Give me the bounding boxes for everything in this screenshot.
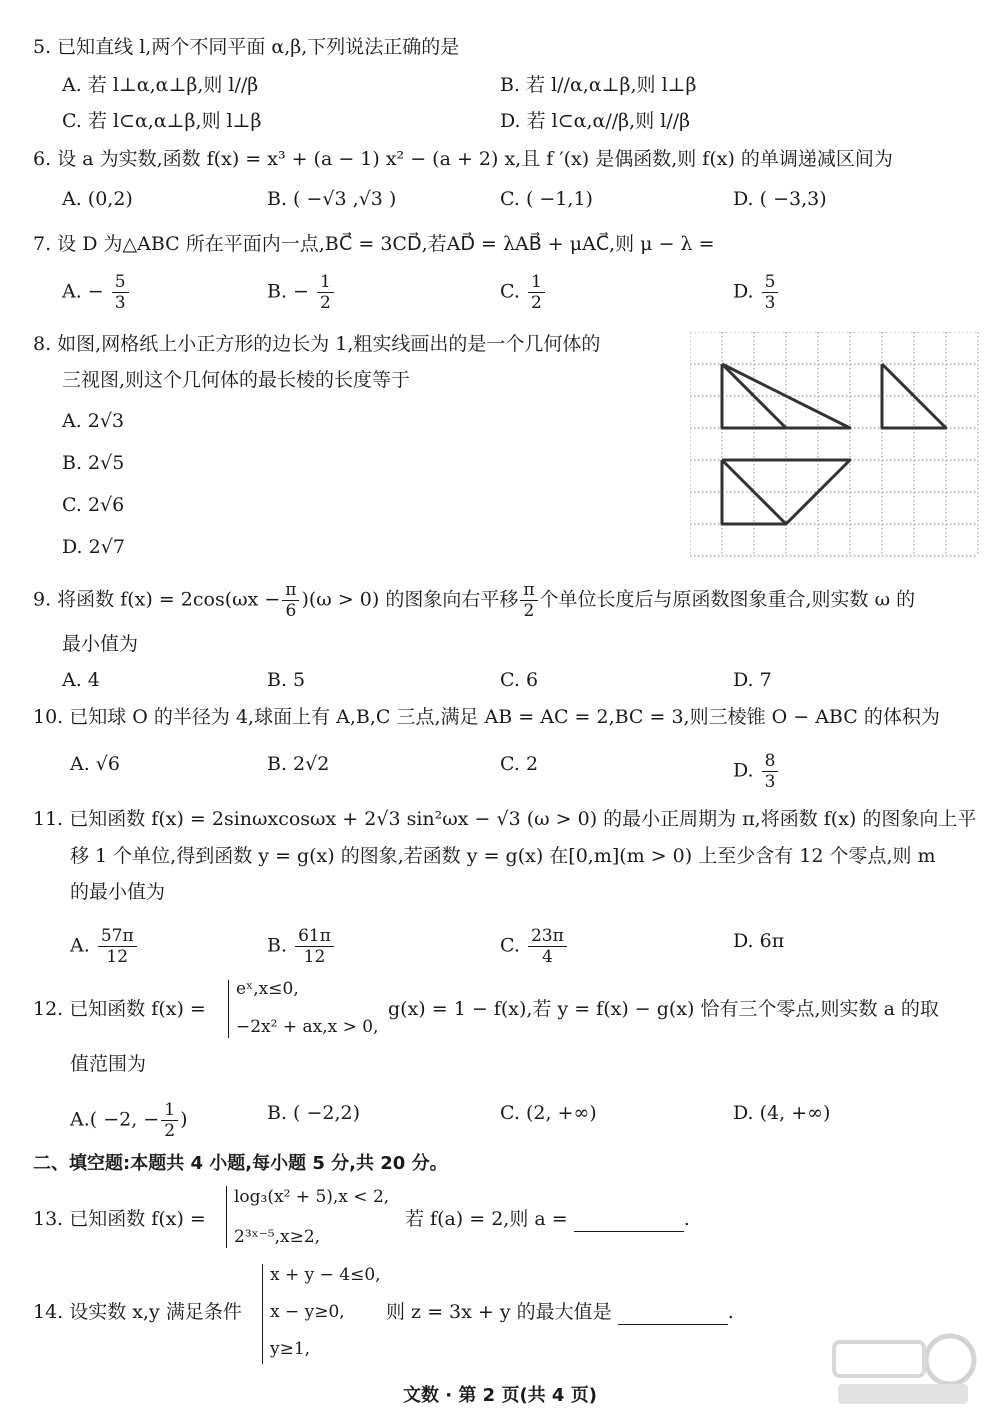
option-label: A. [70, 934, 90, 957]
question-13-case-1: log₃(x² + 5),x < 2, [234, 1187, 390, 1207]
question-8-stem-line-1: 8. 如图,网格纸上小正方形的边长为 1,粗实线画出的是一个几何体的 [33, 333, 601, 355]
question-12-stem: g(x) = 1 − f(x),若 y = f(x) − g(x) 恰有三个零点,则实数 a 的取 [388, 998, 939, 1020]
question-7-option-d [733, 272, 780, 313]
question-10-stem: 10. 已知球 O 的半径为 4,球面上有 A,B,C 三点,满足 AB = AC = 2,BC = 3,则三棱锥 O − ABC 的体积为 [33, 706, 940, 728]
denominator: 4 [541, 947, 553, 967]
fraction [762, 751, 779, 792]
question-6-option-d: D. ( −3,3) [733, 188, 827, 210]
denominator: 12 [106, 947, 129, 967]
answer-blank[interactable] [618, 1304, 728, 1325]
option-label: C. [500, 934, 520, 957]
section-heading-fill-in: 二、填空题:本题共 4 小题,每小题 5 分,共 20 分。 [33, 1153, 448, 1174]
question-12-case-1: eˣ,x≤0, [236, 979, 299, 999]
denominator: 3 [764, 293, 776, 313]
numerator: 5 [762, 272, 779, 293]
denominator: 6 [285, 601, 297, 621]
question-9-option-d: D. 7 [733, 669, 772, 691]
question-5-option-b: B. 若 l//α,α⊥β,则 l⊥β [500, 74, 697, 96]
numerator: 23π [528, 926, 567, 947]
question-8-option-b: B. 2√5 [62, 452, 125, 474]
fraction [520, 580, 537, 621]
question-12-option-a [70, 1100, 187, 1141]
question-5-option-d: D. 若 l⊂α,α//β,则 l//β [500, 110, 691, 132]
fraction [295, 926, 334, 967]
question-12-prefix: 12. 已知函数 f(x) = [33, 998, 206, 1020]
option-part: ) [180, 1108, 188, 1131]
question-8-stem-line-2: 三视图,则这个几何体的最长棱的长度等于 [62, 369, 411, 391]
option-label: C. [500, 280, 520, 303]
fraction [528, 926, 567, 967]
three-view-grid-figure [690, 332, 980, 558]
question-11-stem-line-2: 移 1 个单位,得到函数 y = g(x) 的图象,若函数 y = g(x) 在[0,m](m > 0) 上至少含有 12 个零点,则 m [70, 845, 936, 867]
question-14-stem [386, 1299, 734, 1325]
option-label: D. [733, 280, 754, 303]
question-14-constraint-3: y≥1, [270, 1339, 311, 1359]
question-8-option-a: A. 2√3 [62, 410, 125, 432]
denominator: 2 [320, 293, 331, 313]
question-6-stem: 6. 设 a 为实数,函数 f(x) = x³ + (a − 1) x² − (a + 2) x,且 f ′(x) 是偶函数,则 f(x) 的单调递减区间为 [33, 148, 893, 170]
stem-part: 则 z = 3x + y 的最大值是 [386, 1301, 612, 1323]
fraction [317, 272, 334, 313]
fraction [282, 580, 299, 621]
fraction [112, 272, 129, 313]
question-5-stem: 5. 已知直线 l,两个不同平面 α,β,下列说法正确的是 [33, 36, 460, 58]
question-7-option-c [500, 272, 547, 313]
question-10-option-c: C. 2 [500, 753, 539, 775]
question-13-case-2: 2³ˣ⁻⁵,x≥2, [234, 1227, 321, 1247]
question-8-option-c: C. 2√6 [62, 494, 125, 516]
question-14-prefix: 14. 设实数 x,y 满足条件 [33, 1301, 242, 1323]
stem-part: . [727, 1301, 734, 1323]
numerator: 1 [161, 1100, 178, 1121]
question-10-option-a: A. √6 [70, 753, 120, 775]
stem-part: 个单位长度后与原函数图象重合,则实数 ω 的 [539, 588, 916, 611]
question-7-option-a [62, 272, 131, 313]
denominator: 3 [764, 772, 776, 792]
numerator: 8 [762, 751, 779, 772]
numerator: 1 [317, 272, 334, 293]
question-9-option-c: C. 6 [500, 669, 539, 691]
question-6-option-a: A. (0,2) [62, 188, 133, 210]
question-9-option-a: A. 4 [62, 669, 100, 691]
numerator: 1 [528, 272, 545, 293]
question-7-stem: 7. 设 D 为△ABC 所在平面内一点,BC⃗ = 3CD⃗,若AD⃗ = λAB⃗ + μAC⃗,则 μ − λ = [33, 233, 715, 255]
fraction [98, 926, 137, 967]
question-12-option-d: D. (4, +∞) [733, 1102, 831, 1124]
stem-part: 若 f(a) = 2,则 a = [405, 1208, 568, 1230]
question-5-option-c: C. 若 l⊂α,α⊥β,则 l⊥β [62, 110, 262, 132]
denominator: 2 [164, 1121, 176, 1141]
grid-lines [690, 332, 978, 556]
question-11-option-c [500, 926, 569, 967]
question-11-stem-line-1: 11. 已知函数 f(x) = 2sinωxcosωx + 2√3 sin²ωx − √3 (ω > 0) 的最小正周期为 π,将函数 f(x) 的图象向上平 [33, 808, 977, 830]
question-14-constraint-2: x − y≥0, [270, 1302, 345, 1322]
question-12-case-2: −2x² + ax,x > 0, [236, 1017, 379, 1037]
question-11-option-d: D. 6π [733, 930, 785, 952]
question-7-option-b [267, 272, 336, 313]
watermark-seal-icon [828, 1330, 978, 1410]
stem-part: )(ω > 0) 的图象向右平移 [301, 588, 519, 611]
stem-part: . [683, 1208, 690, 1230]
piecewise-brace [228, 980, 229, 1038]
question-12-option-c: C. (2, +∞) [500, 1102, 597, 1124]
question-14-constraint-1: x + y − 4≤0, [270, 1265, 381, 1285]
piecewise-brace [226, 1186, 227, 1248]
numerator: π [282, 580, 299, 601]
question-10-option-d [733, 751, 780, 792]
fraction [762, 272, 779, 313]
question-9-stem-line-2: 最小值为 [62, 633, 139, 655]
question-13-stem [405, 1206, 690, 1232]
side-view [882, 364, 946, 428]
fraction [161, 1100, 178, 1141]
watermark-logo [828, 1330, 978, 1414]
question-12-option-b: B. ( −2,2) [267, 1102, 361, 1124]
stem-part: 9. 将函数 f(x) = 2cos(ωx − [33, 588, 281, 611]
constraint-brace [262, 1264, 263, 1364]
denominator: 3 [114, 293, 126, 313]
question-11-option-a [70, 926, 139, 967]
option-label: A. − [62, 280, 104, 303]
denominator: 2 [523, 601, 535, 621]
question-10-option-b: B. 2√2 [267, 753, 330, 775]
question-6-option-c: C. ( −1,1) [500, 188, 593, 210]
numerator: 61π [295, 926, 334, 947]
denominator: 12 [303, 947, 326, 967]
numerator: π [520, 580, 537, 601]
answer-blank[interactable] [574, 1211, 684, 1232]
question-11-option-b [267, 926, 336, 967]
option-part: ( −2, − [89, 1108, 160, 1131]
question-13-prefix: 13. 已知函数 f(x) = [33, 1208, 206, 1230]
denominator: 2 [530, 293, 542, 313]
option-label: B. − [267, 280, 309, 303]
option-label: D. [733, 759, 754, 782]
numerator: 57π [98, 926, 137, 947]
option-label: A. [70, 1108, 90, 1131]
question-12-stem-line-2: 值范围为 [70, 1053, 147, 1075]
page-footer: 文数 · 第 2 页(共 4 页) [403, 1385, 597, 1406]
question-8-option-d: D. 2√7 [62, 536, 125, 558]
question-6-option-b: B. ( −√3 ,√3 ) [267, 188, 397, 210]
question-9-stem [33, 580, 915, 621]
numerator: 5 [112, 272, 129, 293]
option-label: B. [267, 934, 288, 957]
fraction [528, 272, 545, 313]
question-11-stem-line-3: 的最小值为 [70, 881, 166, 903]
question-9-option-b: B. 5 [267, 669, 306, 691]
question-5-option-a: A. 若 l⊥α,α⊥β,则 l//β [62, 74, 259, 96]
